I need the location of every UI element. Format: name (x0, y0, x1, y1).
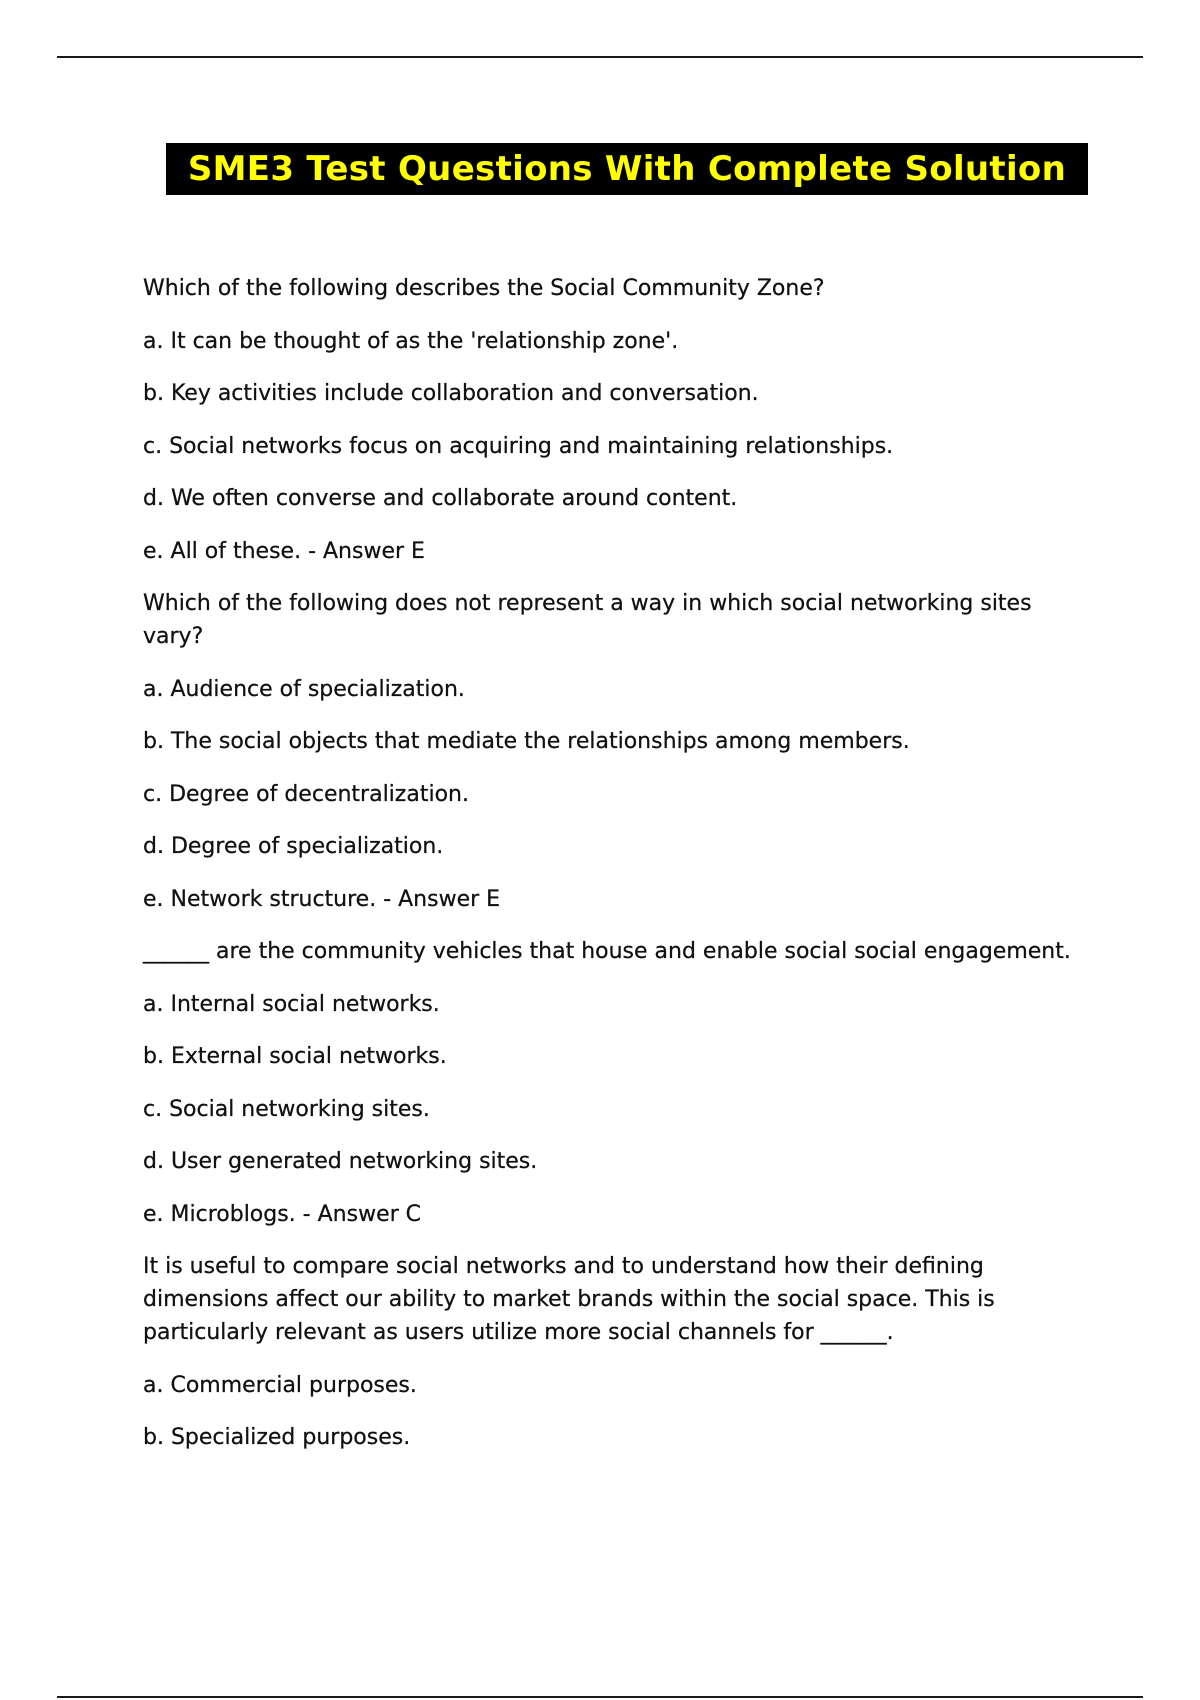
answer-option: c. Social networks focus on acquiring and maintaining relationships. (143, 433, 894, 459)
question-prompt: Which of the following describes the Social Community Zone? (143, 276, 825, 301)
question-3 (143, 935, 1093, 1231)
answer-option: d. Degree of specialization. (143, 834, 444, 859)
answer-option: b. Key activities include collaboration and conversation. (143, 381, 759, 406)
answer-option: c. Degree of decentralization. (143, 781, 469, 807)
answer-option: a. Commercial purposes. (143, 1372, 417, 1398)
answer-option: c. Social networking sites. (143, 1096, 430, 1122)
answer-option: e. Microblogs. - Answer C (143, 1201, 421, 1227)
footer-rule (57, 1696, 1143, 1698)
question-1 (143, 272, 1093, 568)
answer-option: e. All of these. - Answer E (143, 538, 425, 564)
answer-option: b. Specialized purposes. (143, 1425, 411, 1450)
answer-option: a. Audience of specialization. (143, 676, 465, 702)
document-title: SME3 Test Questions With Complete Solution (187, 149, 1067, 189)
answer-option: d. User generated networking sites. (143, 1149, 538, 1174)
question-2 (143, 587, 1093, 916)
question-4 (143, 1250, 1093, 1454)
question-prompt: Which of the following does not represent a way in which social networking sites vary? (143, 591, 1032, 649)
header-rule (57, 56, 1143, 58)
answer-option: b. The social objects that mediate the relationships among members. (143, 729, 910, 754)
question-list (143, 272, 1093, 1474)
answer-option: e. Network structure. - Answer E (143, 886, 501, 912)
answer-option: a. Internal social networks. (143, 991, 440, 1017)
answer-option: d. We often converse and collaborate around content. (143, 486, 738, 511)
question-prompt: It is useful to compare social networks and to understand how their defining dimensions affect our ability to market brands within the social space. This is particularly relevant as users utilize more social channels for ______. (143, 1254, 995, 1345)
question-prompt: ______ are the community vehicles that house and enable social social engagement. (143, 939, 1071, 964)
title-banner (166, 143, 1088, 195)
answer-option: b. External social networks. (143, 1044, 447, 1069)
answer-option: a. It can be thought of as the 'relationship zone'. (143, 328, 679, 354)
